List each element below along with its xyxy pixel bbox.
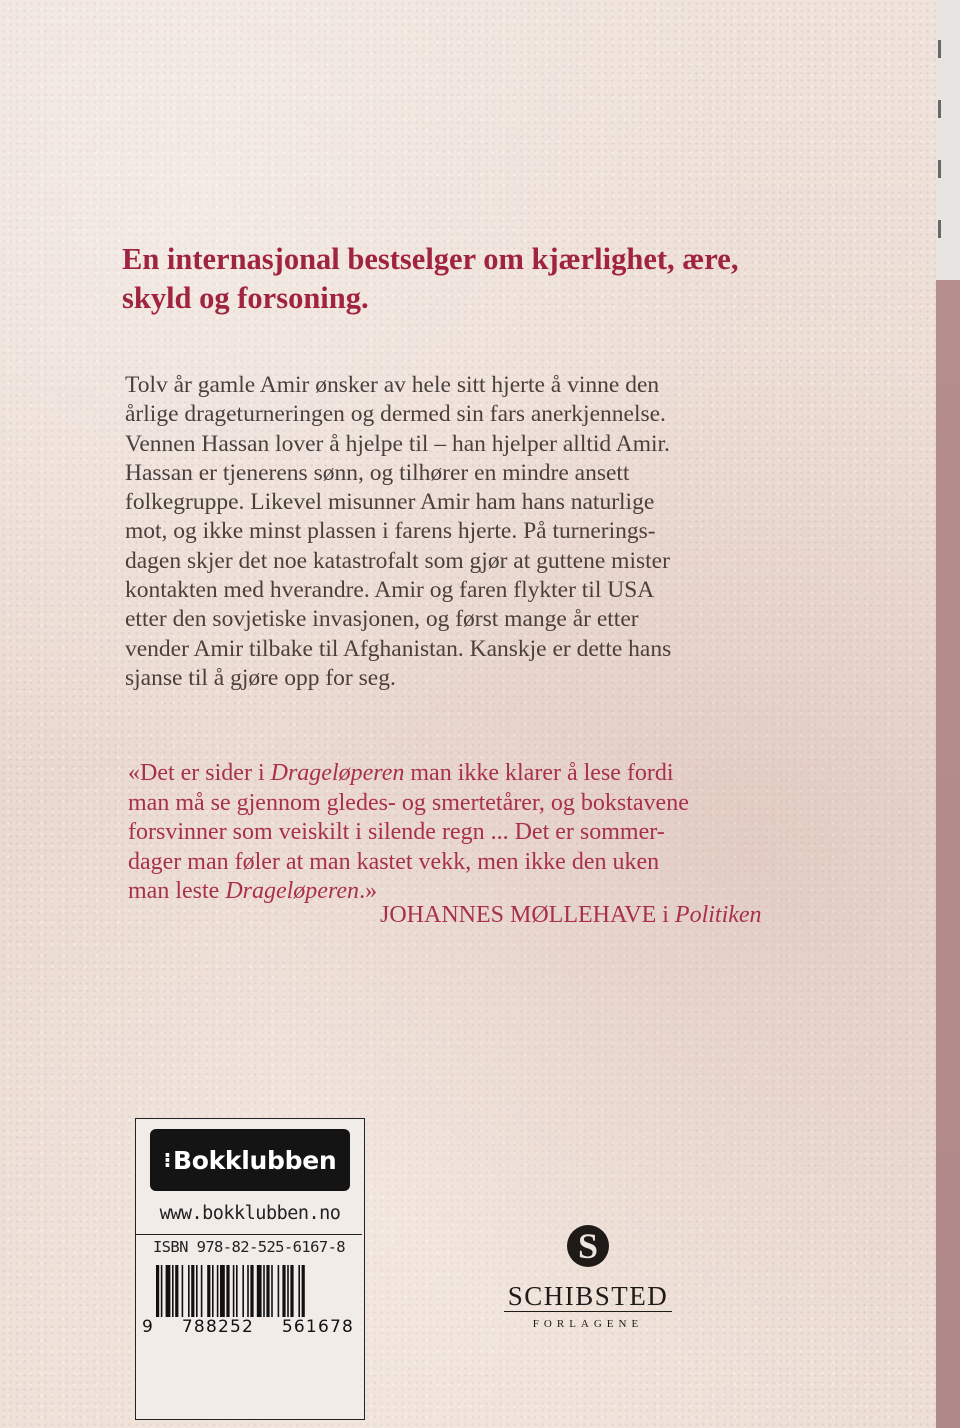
tagline-line: skyld og forsoning. xyxy=(122,281,369,315)
ean-left-group: 788252 xyxy=(181,1317,255,1337)
quote-author: JOHANNES MØLLEHAVE xyxy=(380,902,657,928)
quote-attribution: JOHANNES MØLLEHAVE i Politiken xyxy=(380,902,762,928)
bookclub-label xyxy=(135,1118,365,1420)
synopsis-line: kontakten med hverandre. Amir og faren flykter til USA xyxy=(125,577,655,604)
cover-edge xyxy=(936,0,960,1428)
review-quote xyxy=(128,759,848,907)
book-title: Drageløperen xyxy=(270,760,405,786)
publisher-logo-icon: S xyxy=(567,1225,609,1267)
barcode xyxy=(156,1265,348,1317)
quote-line: man må se gjennom gledes- og smertetårer, og bokstavene xyxy=(128,789,689,816)
synopsis-line: folkegruppe. Likevel misunner Amir ham hans naturlige xyxy=(125,489,655,516)
synopsis xyxy=(125,371,845,693)
quote-source: Politiken xyxy=(674,902,762,928)
publisher-subtitle: FORLAGENE xyxy=(532,1318,644,1330)
bookclub-url: www.bokklubben.no xyxy=(159,1203,341,1224)
publisher-name: SCHIBSTED xyxy=(504,1281,673,1312)
book-title: Drageløperen xyxy=(225,878,360,905)
quote-line: forsvinner som veiskilt i silende regn ... Det er sommer- xyxy=(128,819,665,846)
synopsis-line: sjanse til å gjøre opp for seg. xyxy=(125,664,396,691)
quote-line: «Det er sider i Drageløperen man ikke klarer å lese fordi xyxy=(128,760,674,786)
ean-right-group: 561678 xyxy=(281,1317,354,1337)
ean-first-digit: 9 xyxy=(142,1317,155,1337)
publisher-mark xyxy=(478,1225,698,1345)
synopsis-line: dagen skjer det noe katastrofalt som gjør at guttene mister xyxy=(125,547,670,574)
bookclub-logo xyxy=(150,1129,350,1191)
bookclub-name: Bokklubben xyxy=(172,1145,337,1175)
isbn-block xyxy=(136,1234,362,1418)
tagline xyxy=(122,240,822,318)
synopsis-line: Hassan er tjenerens sønn, og tilhører en mindre ansett xyxy=(125,459,630,486)
quote-line: man leste Drageløperen.» xyxy=(128,878,378,905)
isbn-number: ISBN 978-82-525-6167-8 xyxy=(152,1238,346,1256)
quote-line: dager man føler at man kastet vekk, men ikke den uken xyxy=(128,848,660,875)
synopsis-line: etter den sovjetiske invasjonen, og først mange år etter xyxy=(125,606,639,633)
synopsis-line: årlige drageturneringen og dermed sin fars anerkjennelse. xyxy=(125,401,666,428)
ean-digits xyxy=(142,1317,354,1337)
synopsis-line: vender Amir tilbake til Afghanistan. Kanskje er dette hans xyxy=(125,635,672,662)
synopsis-line: Tolv år gamle Amir ønsker av hele sitt hjerte å vinne den xyxy=(125,372,660,398)
tagline-line: En internasjonal bestselger om kjærlighet, ære, xyxy=(122,242,739,276)
synopsis-line: mot, og ikke minst plassen i farens hjerte. På turnerings- xyxy=(125,518,656,545)
bookclub-dots-icon: ⁝ xyxy=(163,1148,171,1172)
synopsis-line: Vennen Hassan lover å hjelpe til – han hjelper alltid Amir. xyxy=(125,430,670,457)
